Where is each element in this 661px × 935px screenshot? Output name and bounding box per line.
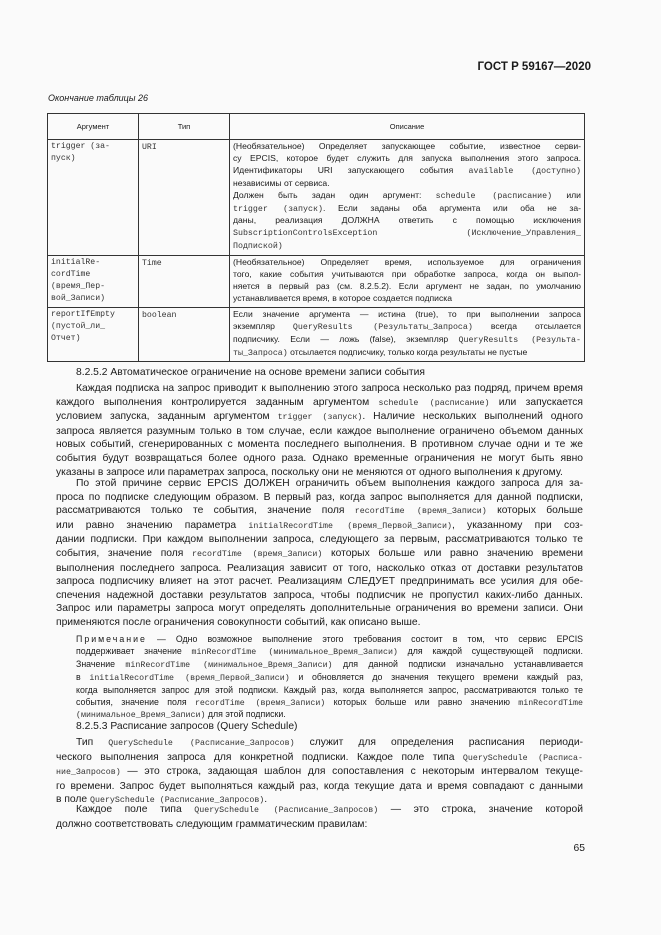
code-term: minRecordTime (минимальное_Время_Записи): [191, 647, 398, 657]
text-line: подписчику. Если — ложь (false), экземпляр QueryResults (Результа-: [233, 333, 581, 345]
argument-name: (пустой_ли_: [51, 321, 106, 331]
code-term: recordTime (время_Записи): [194, 698, 326, 708]
code-term: schedule (расписание): [435, 191, 553, 201]
text-line: устанавливается время, в которое создается подписка: [233, 292, 452, 303]
text-line: Идентификаторы URI запускающего события available (доступно): [233, 164, 581, 176]
text-line: указаны в запросе или параметрах запроса, поскольку они не меняются от одного выполнения к другому.: [56, 466, 563, 478]
text-line: Должен быть задан один аргумент: schedule (расписание) или: [233, 189, 581, 201]
text-line: применяются после ограничения совокупности событий, как описано выше.: [56, 616, 421, 628]
text-line: поддерживает значение minRecordTime (минимальное_Время_Записи) для каждой существующей подписки.: [76, 645, 583, 657]
code-term: schedule (расписание): [378, 398, 490, 408]
argument-name: reportIfEmpty: [51, 309, 115, 319]
description-cell: [230, 307, 585, 362]
text-line: (Необязательное) Определяет запускающее событие, известное серви-: [233, 141, 581, 151]
text-line: в поле QuerySchedule (Расписание_Запросов).: [56, 794, 268, 806]
code-term: initialRecordTime (время_Первой_Записи): [248, 521, 452, 531]
text-line: няется в первый раз (см. 8.2.5.2). Если аргумент не задан, по умолчанию: [233, 280, 581, 291]
code-term: QuerySchedule (Расписание_Запросов): [194, 806, 379, 815]
section-heading-8-2-5-2: 8.2.5.2 Автоматическое ограничение на основе времени записи события: [76, 367, 425, 378]
section-8-2-5-3-paragraph-2: [56, 803, 583, 831]
argument-cell: [48, 256, 139, 308]
type-cell: [139, 256, 230, 308]
table-row: [48, 140, 585, 256]
note-block: [56, 634, 583, 722]
table-row: [48, 307, 585, 362]
text-line: должно соответствовать следующим грамматическим правилам:: [56, 818, 368, 830]
text-line: (Необязательное) Определяет время, используемое для ограничения: [233, 257, 581, 268]
text-line: ческого выполнения запроса для конкретной подписки. Каждое поле типа QuerySchedule (Расписа-: [56, 751, 583, 763]
argument-cell: [48, 307, 139, 362]
text-line: trigger (запуск). Если заданы оба аргумента или оба не за-: [233, 202, 581, 214]
text-line: в initialRecordTime (время_Первой_Записи) и обновляется до значения текущего времени каждый раз,: [76, 671, 583, 683]
document-code: ГОСТ Р 59167—2020: [477, 61, 591, 73]
text-line: условием запуска, заданным аргументом trigger (запуск). Наличие нескольких выполнений одного: [56, 411, 583, 423]
text-line: Значение minRecordTime (минимальное_Время_Записи) для данной подписки изначально устанавливается: [76, 658, 583, 670]
type-name: boolean: [142, 310, 177, 320]
text-line: события, значение поля recordTime (время_Записи) которых больше или равно значению времени: [56, 547, 583, 559]
code-term: ты_Запроса): [233, 348, 288, 358]
code-term: (минимальное_Время_Записи): [76, 711, 206, 721]
code-term: trigger (запуск): [233, 204, 323, 214]
code-term: QueryResults (Результа-: [458, 335, 581, 345]
section-8-2-5-2-paragraph-2: [56, 477, 583, 630]
text-line: независимы от сервиса.: [233, 177, 330, 188]
argument-name: cordTime: [51, 270, 91, 280]
table-caption: Окончание таблицы 26: [48, 93, 148, 103]
text-line: Каждая подписка на запрос приводит к выполнению этого запроса несколько раз подряд, причем время: [76, 383, 583, 394]
text-line: Запрос или параметры запроса могут определять дополнительные ограничения во времени записи. Они: [56, 603, 583, 615]
code-term: ние_Запросов): [56, 768, 121, 778]
code-term: minRecordTime: [518, 698, 583, 708]
note-label: Примечание: [76, 634, 147, 644]
section-8-2-5-3-paragraph-1: [56, 736, 583, 808]
text-line: ты_Запроса) отсылается подписчику, только когда результаты не пустые: [233, 346, 528, 358]
argument-name: (время_Пер-: [51, 281, 106, 291]
type-name: Time: [142, 259, 162, 269]
text-line: выполнения последнего запроса. Реализация зависит от того, насколько отказ от доставки результатов: [56, 562, 583, 574]
text-line: су EPCIS, которое будет служить для запуска выполнения этого запроса.: [233, 152, 581, 163]
text-line: рассматриваются только те события, значение поля recordTime (время_Записи) которых больше: [56, 505, 583, 517]
arguments-table: [47, 113, 585, 362]
text-line: Тип QuerySchedule (Расписание_Запросов) служит для определения расписания периоди-: [76, 737, 584, 748]
type-cell: [139, 140, 230, 256]
argument-name: Отчет): [51, 333, 81, 343]
table-header-row: [48, 114, 585, 140]
argument-name: пуск): [51, 153, 76, 163]
code-term: available (доступно): [468, 166, 581, 176]
text-line: По этой причине сервис EPCIS ДОЛЖЕН ограничить объем выполнения каждого запроса для за-: [76, 478, 583, 489]
text-line: каждого выполнения контролируется заданным аргументом schedule (расписание) или запускается: [56, 396, 583, 408]
text-line: го времени. Запрос будет выполняться каждый раз, когда текущие дата и время совпадают с данными: [56, 780, 583, 792]
text-line: события, значение поля recordTime (время_Записи) которых больше или равно значению minRecordTime: [76, 696, 583, 708]
text-line: или равно значению параметра initialRecordTime (время_Первой_Записи), указанному при соз-: [56, 519, 583, 531]
text-line: (минимальное_Время_Записи) для этой подписки.: [76, 709, 286, 721]
text-line: Примечание — Одно возможное выполнение этого требования состоит в том, что сервис EPCIS: [76, 634, 583, 644]
code-term: QuerySchedule (Расписа-: [462, 753, 583, 763]
text-line: даны, реализация ДОЛЖНА ответить с помощью исключения: [233, 215, 581, 226]
code-term: initialRecordTime (время_Первой_Записи): [89, 673, 290, 683]
code-term: recordTime (время_Записи): [354, 507, 487, 517]
text-line: [233, 240, 581, 253]
code-term: QuerySchedule (Расписание_Запросов): [108, 739, 295, 748]
code-term: minRecordTime (минимальное_Время_Записи): [125, 660, 333, 670]
text-line: Если значение аргумента — истина (true), то при выполнении запроса: [233, 308, 581, 319]
section-heading-8-2-5-3: 8.2.5.3 Расписание запросов (Query Schedule): [76, 721, 298, 732]
text-line: запроса является разумным только в том случае, если каждое выполнение ограничено объемом данных: [56, 425, 583, 437]
code-term: trigger (запуск): [277, 413, 363, 423]
description-cell: [230, 140, 585, 256]
text-line: спечения надежной доставки результатов запроса, чтобы подписчик не пропустил каких-либо данных.: [56, 589, 583, 601]
text-line: запроса подписчику влияет на этот расчет. Реализациям СЛЕДУЕТ предпринимать все усилия для обе-: [56, 576, 583, 588]
code-term: recordTime (время_Записи): [192, 549, 323, 559]
type-name: URI: [142, 143, 157, 152]
text-line: того, какие события учитываются при обработке запроса, когда он выпол-: [233, 269, 581, 280]
argument-name: вой_Записи): [51, 293, 106, 303]
argument-name: trigger (за-: [51, 142, 110, 151]
table-row: [48, 256, 585, 308]
column-header-type: Тип: [139, 114, 230, 140]
text-line: Каждое поле типа QuerySchedule (Расписание_Запросов) — это строка, значение которой: [76, 804, 583, 815]
text-line: ние_Запросов) — это строка, задающая шаблон для сопоставления с некоторым интервалом текуще-: [56, 766, 583, 778]
code-term: SubscriptionControlsException (Исключение_Управления_: [233, 229, 581, 239]
text-line: дании подписки. При каждом выполнении запроса, следующего за первым, рассматриваются только те: [56, 534, 583, 546]
code-term: QuerySchedule (Расписание_Запросов): [90, 796, 265, 806]
column-header-description: Описание: [230, 114, 585, 140]
text-line: новых событий, сгенерированных с момента последнего выполнения. В противном случае одни и те же: [56, 439, 583, 451]
column-header-argument: Аргумент: [48, 114, 139, 140]
type-cell: [139, 307, 230, 362]
page-number: 65: [573, 843, 585, 854]
description-cell: [230, 256, 585, 308]
text-line: экземпляр QueryResults (Результаты_Запроса) всегда отсылается: [233, 320, 581, 332]
argument-cell: [48, 140, 139, 256]
text-line: события будут возвращаться более одного раза. Однако временные ограничения не могут быть явно: [56, 452, 583, 464]
argument-name: initialRe-: [51, 258, 101, 268]
code-term: QueryResults (Результаты_Запроса): [292, 322, 473, 332]
section-8-2-5-2-paragraph-1: [56, 382, 583, 479]
text-line: [233, 227, 581, 240]
code-term: Подпиской): [233, 242, 283, 252]
text-line: когда выполняется запрос для этой подписки. Каждый раз, когда выполняется запрос, рассматриваются только те: [76, 684, 583, 695]
text-line: проса по подписке следующим образом. В первый раз, когда запрос выполняется для данной подписки,: [56, 491, 583, 503]
